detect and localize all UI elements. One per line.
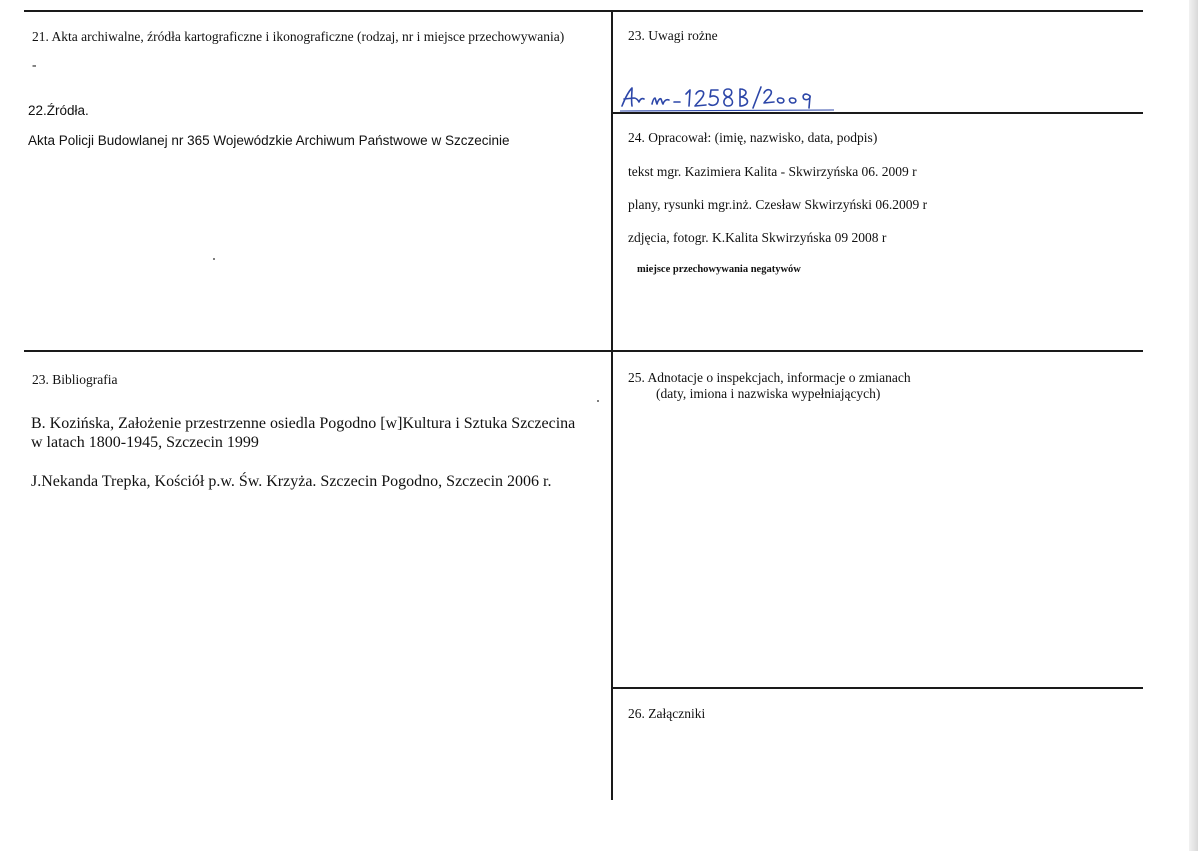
section24-row-plans: plany, rysunki mgr.inż. Czesław Skwirzyński 06.2009 r (628, 197, 928, 212)
bibliography-entry-2: J.Nekanda Trepka, Kościół p.w. Św. Krzyża. Szczecin Pogodno, Szczecin 2006 r. (31, 473, 552, 490)
handwritten-note-svg (620, 84, 835, 112)
section22-title: 22.Źródła. (28, 103, 89, 118)
section21-title: 21. Akta archiwalne, źródła kartograficzne i ikonograficzne (rodzaj, nr i miejsce przechowywania) (32, 29, 565, 44)
center-divider (611, 10, 613, 800)
bibliography-entry-1-line-1: B. Kozińska, Założenie przestrzenne osiedla Pogodno [w]Kultura i Sztuka Szczecina (31, 415, 576, 432)
section21-value: - (32, 57, 37, 72)
section24-negatives-label: miejsce przechowywania negatywów (637, 264, 801, 275)
middle-rule (24, 350, 1143, 352)
top-rule (24, 10, 1143, 12)
section25-title: 25. Adnotacje o inspekcjach, informacje o zmianach (628, 370, 911, 385)
section24-row-photos: zdjęcia, fotogr. K.Kalita Skwirzyńska 09 2008 r (628, 230, 887, 245)
bibliography-entry-1-line-2: w latach 1800-1945, Szczecin 1999 (31, 434, 259, 451)
scan-speck (597, 400, 599, 402)
section24-title: 24. Opracował: (imię, nazwisko, data, podpis) (628, 130, 878, 145)
section23b-title: 23. Bibliografia (32, 372, 118, 387)
section26-title: 26. Załączniki (628, 706, 706, 721)
section24-row-text: tekst mgr. Kazimiera Kalita - Skwirzyńska 06. 2009 r (628, 164, 917, 179)
section23a-title: 23. Uwagi rożne (628, 28, 718, 43)
rule-section26-top (613, 687, 1143, 689)
handwritten-note (620, 84, 835, 117)
scan-edge (1189, 0, 1198, 851)
section22-value: Akta Policji Budowlanej nr 365 Wojewódzkie Archiwum Państwowe w Szczecinie (28, 133, 510, 148)
section25-subtitle: (daty, imiona i nazwiska wypełniających) (656, 386, 881, 401)
scan-speck (213, 258, 215, 260)
